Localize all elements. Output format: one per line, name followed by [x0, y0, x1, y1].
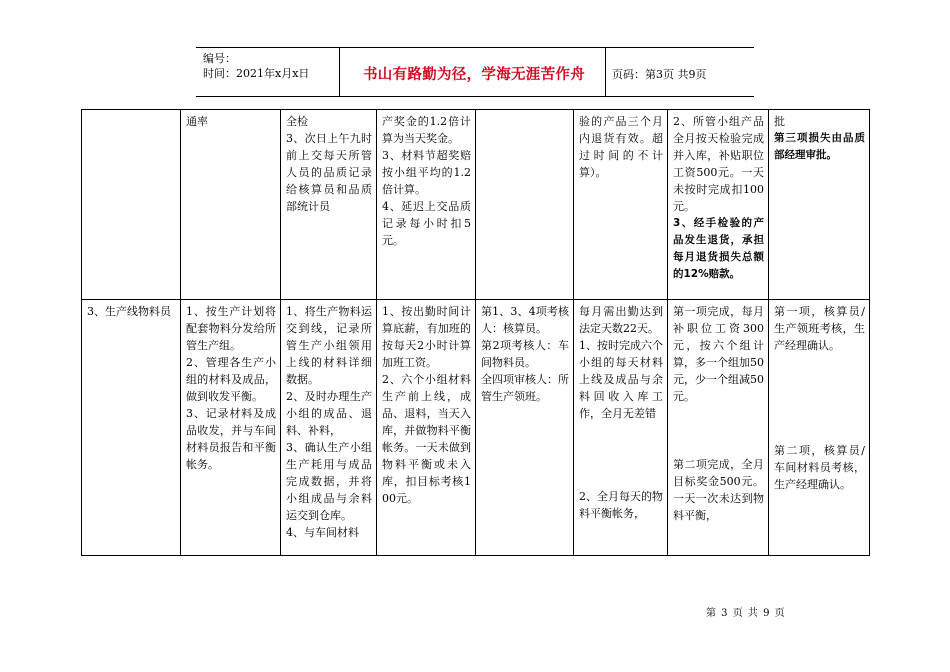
cell-target: 每月需出勤达到法定天数22天。 1、按时完成六个小组的每天材料上线及成品与余料回收入库工作，全月无差错 2、全月每天的物料平衡帐务，: [574, 300, 668, 556]
cell-work-standard: 1、将生产物料运交到线，记录所管生产小组领用上线的材料详细数据。 2、及时办理生产小组的成品、退料、补料， 3、确认生产小组生产耗用与成品完成数据，并将小组成品与余料运交到仓库。 4、与车间材料: [281, 300, 377, 556]
cell-approval: 第一项，核算员/生产领班考核，生产经理确认。 第二项，核算员/车间材料员考核，生产经理确认。: [769, 300, 870, 556]
cell-reward: 第一项完成，每月补职位工资300元，按六个组计算，多一个组加50元，少一个组减50元。 第二项完成，全月目标奖金500元。一天一次未达到物料平衡，: [668, 300, 769, 556]
cell-position: [82, 110, 181, 300]
cell-duties: 通率: [181, 110, 281, 300]
cell-assessor: 第1、3、4项考核人：核算员。 第2项考核人：车间物料员。 全四项审核人：所管生产领班。: [476, 300, 574, 556]
table-row: [82, 300, 870, 556]
page-footer: 第 3 页 共 9 页: [706, 608, 786, 619]
cell-position: 3、生产线物料员: [82, 300, 181, 556]
cell-reward: 2、所管小组产品全月按天检验完成并入库，补贴职位工资500元。一天未按时完成扣100元。 3、经手检验的产品发生退货，承担每月退货损失总额的12%赔款。: [668, 110, 769, 300]
cell-pay-method: 产奖金的1.2倍计算为当天奖金。 3、材料节超奖赔按小组平均的1.2倍计算。 4、延迟上交品质记录每小时扣5元。: [377, 110, 476, 300]
document-time-label: 时间：2021年x月x日: [203, 67, 310, 80]
cell-work-standard: 全检 3、次日上午九时前上交每天所管人员的品质记录给核算员和品质部统计员: [281, 110, 377, 300]
responsibility-table: [81, 109, 870, 556]
page-number-label: 页码：第3页 共9页: [612, 68, 707, 81]
cell-target: 验的产品三个月内退货有效。超过时间的不计算）。: [574, 110, 668, 300]
document-number-label: 编号：: [203, 52, 236, 65]
header-top-rule: [196, 47, 754, 48]
table-row: [82, 110, 870, 300]
header-motto: 书山有路勤为径，学海无涯苦作舟: [363, 67, 585, 83]
cell-pay-method: 1、按出勤时间计算底薪，有加班的按每天2小时计算加班工资。 2、六个小组材料生产前上线，成品、退料，当天入库，并做物料平衡帐务。一天未做到物料平衡或未入库，扣目标考核100元。: [377, 300, 476, 556]
cell-assessor: [476, 110, 574, 300]
header-bottom-rule: [196, 96, 754, 97]
cell-duties: 1、按生产计划将配套物料分发给所管生产组。 2、管理各生产小组的材料及成品，做到收发平衡。 3、记录材料及成品收发，并与车间材料员报告和平衡帐务。: [181, 300, 281, 556]
header-divider-left: [339, 47, 340, 97]
cell-approval: 批 第三项损失由品质部经理审批。: [769, 110, 870, 300]
